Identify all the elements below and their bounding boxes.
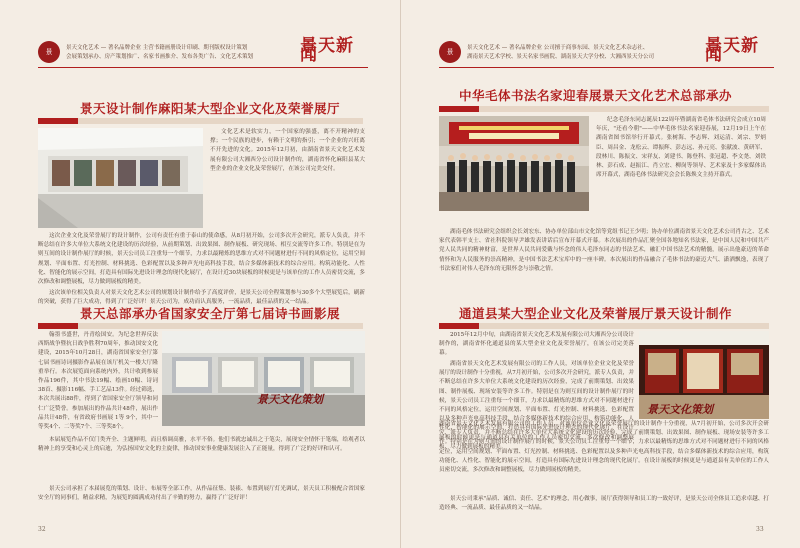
header-rule bbox=[439, 67, 774, 68]
header-line-2: 会展策划承办、房产策划推广、名家书画推介、发布各类广告、文化艺术策划 bbox=[66, 54, 254, 60]
title-bar bbox=[439, 323, 769, 329]
article-paragraph: 这次该单位相关负责人对景天文化艺术公司的规划设计制作给予了高度评价，是景天公司全程策划参与30多个大型展览后，刷新的突破，获得了巨大成功，得到了广泛好评！景天公司为，成功而认真服务，一流品质，最佳品质的又一结晶。 bbox=[38, 290, 365, 306]
calligraphy-event-photo bbox=[439, 116, 589, 211]
article-title: 景天设计制作麻阳某大型企业文化及荣誉展厅 bbox=[80, 101, 341, 116]
exhibition-hall-photo bbox=[639, 331, 769, 419]
left-page-header bbox=[38, 38, 368, 66]
title-bar bbox=[38, 118, 363, 124]
article-paragraph: 本届展览作品不仅门类齐全、主题鲜明，而且格调高雅，水平不俗。他们书就忠诚出之于笔尖，展现安全情怀于笔端，给观者以精神上的享受和心灵上的启迪，为弘扬国安文化的主旋律，推动国安事业健康发展注入了正能量，得到了广泛的好评和认可。 bbox=[38, 437, 365, 453]
right-page bbox=[400, 0, 800, 548]
article-paragraph: 湖南省景天文化艺术发展有限公司的工作人员，对该单位企业文化及荣誉展厅的设计制作十分重视，从7月初开始，公司多次开会研究，派专人负责，并不断总结在许多大单位大系统文化建设的历次经验，完成了前期策划、出效果图、制作展板、现场安装等许多工作。特别是在为则互间的设计制作展厅的时候，景天公司员工注重每一个细节，力求以最精炼的思维方式对不同题材进行不同的风格定位，运用空间规划、平面布置、灯光控制、材料挑选、色彩配置以及多种声光电高科技手段，结合多媒体新技术的综合应用，构筑功能化、人性化、智能化的展示空间，打造具有国际先进设计理念的现代化展厅。在设计展板的时候更是与通道县有关单位的工作人员密切交流，多次修改和调整展板，尽力做到展板的精美。 bbox=[439, 361, 634, 450]
article-paragraph: 纪念毛泽东同志诞辰122周年暨湖南省毛体书法研究会成立10周年庆，"还看今朝"——中华毛体书法名家迎春展，12月19日上午在湖南省图书馆举行开幕式。张树海、李志辉、刘运清、刘宗、罗炳臣、周昌金、龙松云、谭振辉、彭志远、孙元亮、张献波、黄研军、段林川、陈振文、宋祥友、刘建书、陈登科、张冠超、李文尧、刘铁林、彭石成、赵振江、肖立宏、柳岗等领导、艺术家及十多家媒体出席开幕式，湖南毛体书法研究会会长陈焕文主持开幕式。 bbox=[596, 117, 766, 179]
article-paragraph: 湖南毛体书法研究会组织会长刘宏东、协办单位部山市文化馆等党组书记王少明；协办单位湖南省景天文化艺术公司肖古之、艺术家代表韩平支士、省社科院领导尹雄发表讲话后宣布开幕式开幕。本次展出的作品汇聚全国各地知名书法家，是中国人民和中国共产党人民共同的精神财富，是世界人民共同爱戴与怀念的伟人毛泽东同志的书法艺术，融汇中国书法艺术的精髓，展示出他豪迈的革命情怀和为人民服务的崇高精神，是中国书法艺术宝库中的一座丰碑。本次展出的作品融合了毛体书法的豪迈大气、潇洒飘逸，表现了书法家们对伟人毛泽东的无限怀念与崇敬之情。 bbox=[439, 229, 769, 272]
brand-title: 景天新闻 bbox=[705, 36, 759, 65]
article-paragraph: 湖南省景天文化艺术发展有限公司的工作人员，对该单位企业文化及荣誉展厅的设计制作十分重视，从7月初开始，公司多次开会研究，派专人负责，并不断总结在许多大单位大系统文化建设的历次经验，完成了前期策划、出效果图、制作展板、现场安装等许多工作。特别是在为则互间的设计制作展厅的时候，景天公司员工注重每一个细节，力求以最精炼的思维方式对不同题材进行不同的风格定位，运用空间规划、平面布置、灯光控制、材料挑选、色彩配置以及多种声光电高科技手段，结合多媒体新技术的综合应用，构筑功能化、人性化、智能化的展示空间，打造具有国际先进设计理念的现代化展厅。在设计展板的时候更是与通道县有关单位的工作人员密切交流，多次修改和调整展板，尽力做到展板的精美。 bbox=[439, 421, 769, 474]
seal-signature: 景天文化策划 bbox=[257, 393, 323, 406]
brand-logo-icon: 景 bbox=[439, 41, 461, 63]
title-bar bbox=[38, 323, 363, 329]
page-number: 33 bbox=[756, 526, 764, 533]
brand-title: 景天新闻 bbox=[300, 36, 354, 65]
article-paragraph: 2015年12月中旬，由湖南省景天文化艺术发展有限公司大湘西分公司设计制作的，湖南省怀化通道县的某大型企业文化及荣誉展厅，在该公司完美落幕。 bbox=[439, 332, 634, 357]
article-title: 中华毛体书法名家迎春展景天文化艺术总部承办 bbox=[459, 88, 733, 103]
showroom-photo bbox=[38, 128, 203, 228]
article-paragraph: 景天公司秉承"品质、诚信、责任、艺术"的理念，用心做事，展厅获得领导和员工的一致好评，是景天公司全体员工追求卓越、打造经典、一流品质、最佳品质的又一结晶。 bbox=[439, 496, 769, 512]
header-line-1: 景天文化艺术 — 著名品牌企业 主营书籍画册设计印刷、期刊版权设计策划 bbox=[66, 45, 248, 51]
article-title: 景天总部承办省国家安全厅第七届诗书画影展 bbox=[80, 306, 341, 321]
brand-logo-icon: 景 bbox=[38, 41, 60, 63]
article-paragraph: 文化艺术是软实力，一个国家的强盛，离不开精神的支撑；一个民族的进步，有赖于文明的指引；一个企业的兴旺离不开先进的文化。2015年12月初，由湖南省景天文化艺术发展有限公司大湘西分公司设计制作的，湖南省怀化麻阳县某大型企业的企业文化及荣誉展厅，在该公司完美交付。 bbox=[210, 129, 365, 172]
article-paragraph: 景天公司承担了本届展览的策划、设计、布展等全部工作，从作品征集、装裱、布置到展厅灯光调试，景天员工积极配合省国家安全厅的同事们，精益求精，为展览的圆满成功付出了辛勤的努力，赢得了广泛好评！ bbox=[38, 486, 365, 502]
article-title: 通道县某大型企业文化及荣誉展厅景天设计制作 bbox=[459, 306, 733, 321]
exhibition-photo bbox=[162, 331, 365, 426]
header-rule bbox=[38, 67, 368, 68]
title-bar bbox=[439, 106, 769, 112]
header-line-2: 湖南景天艺术学校、景天名家书画院、湖南景天大学分校、大湘西景天分公司 bbox=[467, 54, 655, 60]
right-page-header bbox=[439, 38, 774, 66]
page-number: 32 bbox=[38, 526, 46, 533]
article-paragraph: 翰墨书盛世，丹青绘国安。为纪念世界反法西斯战争暨抗日战争胜利70周年，推动国安文化建设，2015年10月28日，湖南省国家安全厅第七届书画诗词摄影作品展在该厅机关一楼大厅隆重举行。本次展览面向系统内外，共计收到参展作品196件，其中书法19幅、绘画10幅、诗词38首、摄影116幅、手工艺品13件。经过筛选，本次共展出88件，得到了省国家安全厅领导和同仁广泛赞誉。参加展出的作品共计48件，展出作品共计48件，有省政府书画展 1等 9个，其中一等奖4个、二等奖7个、三等奖8个。 bbox=[38, 332, 159, 431]
header-line-1: 景天文化艺术 — 著名品牌企业 公司擅于商事东园、景天文化艺术杂志社、 bbox=[467, 45, 649, 51]
seal-signature: 景天文化策划 bbox=[647, 403, 713, 416]
article-paragraph: 这次企业文化及荣誉展厅的设计制作，公司有责任有重于泰山的使命感，从8月初开始，公司多次开会研究，派专人负责，并不断总结在许多大单位大系统文化建设的历次经验，从前期策划、出效果图、制作展板、研究现场、相互交流等许多工作。特别是在为则互间的设计制作展厅的时候，景天公司员工注重每一个细节，力求以最精炼的思维方式对不同题材进行不同的风格定位，运用空间规划、平面布置、灯光控制、材料挑选、色彩配置以及多种声光电高科技手段，结合多媒体新技术的综合应用。构筑功能化、人性化、智能化的展示空间，打造具有国际先进设计理念的现代化展厅，在设计近30块展板的时候更是与该单位的工作人员密切交流，多次修改和调整展板，尽力做到展板的精美。 bbox=[38, 233, 365, 286]
